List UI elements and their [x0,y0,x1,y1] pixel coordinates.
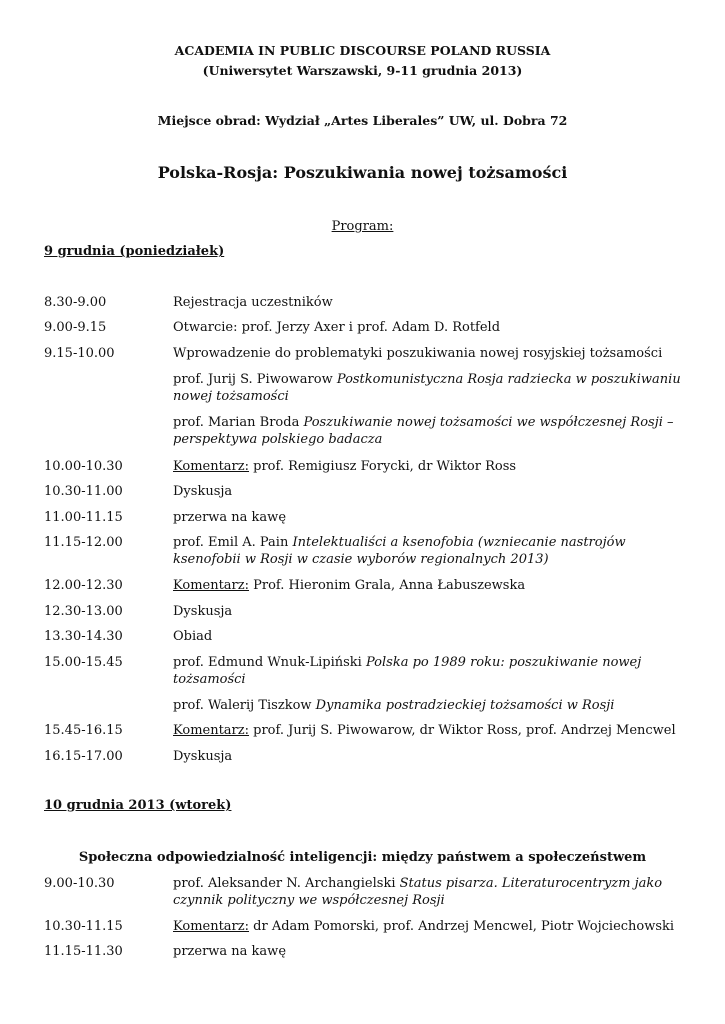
content-cell [173,722,683,739]
program-label: Program: [331,219,394,234]
time-cell: 16.15-17.00 [44,749,123,764]
main-title: Polska-Rosja: Poszukiwania nowej tożsamości [157,163,568,182]
speaker-name: prof. Walerij Tiszkow [173,698,316,713]
time-cell: 15.45-16.15 [44,723,123,738]
speaker-name: prof. Marian Broda [173,415,304,430]
content-cell [173,509,683,526]
content-cell [173,294,683,311]
speaker-name: prof. Emil A. Pain [173,535,293,550]
row-text: Wprowadzenie do problematyki poszukiwania nowej rosyjskiej tożsamości [173,346,663,361]
conference-title: ACADEMIA IN PUBLIC DISCOURSE POLAND RUSSIA [174,43,551,58]
content-cell [173,345,683,362]
row-text: Prof. Hieronim Grala, Anna Łabuszewska [249,578,526,593]
row-text: Dyskusja [173,604,233,619]
talk-title: Poszukiwanie nowej tożsamości we współczesnej Rosji – perspektywa polskiego badacza [173,415,674,447]
row-text: Obiad [173,629,213,644]
content-cell [173,918,683,935]
content-cell [173,483,683,500]
content-cell [173,603,683,620]
content-cell [173,414,683,448]
row-text: Dyskusja [173,749,233,764]
time-cell: 12.00-12.30 [44,578,123,593]
content-cell [173,628,683,645]
row-text: dr Adam Pomorski, prof. Andrzej Mencwel, Piotr Wojciechowski [249,919,675,934]
speaker-name: prof. Edmund Wnuk-Lipiński [173,655,366,670]
content-cell [173,748,683,765]
conference-subtitle: (Uniwersytet Warszawski, 9-11 grudnia 2013) [202,63,523,78]
row-text: Dyskusja [173,484,233,499]
time-cell: 9.00-9.15 [44,320,107,335]
time-cell: 12.30-13.00 [44,604,123,619]
row-text: przerwa na kawę [173,510,287,525]
speaker-name: prof. Aleksander N. Archangielski [173,876,400,891]
comment-label: Komentarz: [173,578,250,593]
time-cell: 11.15-11.30 [44,944,123,959]
talk-title: Postkomunistyczna Rosja radziecka w poszukiwaniu nowej tożsamości [173,372,681,404]
row-text: prof. Jurij S. Piwowarow, dr Wiktor Ross, prof. Andrzej Mencwel [249,723,676,738]
content-cell [173,697,683,714]
comment-label: Komentarz: [173,919,250,934]
content-cell [173,371,683,405]
time-cell: 10.30-11.15 [44,919,123,934]
time-cell: 10.30-11.00 [44,484,123,499]
time-cell: 9.15-10.00 [44,346,115,361]
session-title: Społeczna odpowiedzialność inteligencji: między państwem a społeczeństwem [78,850,647,865]
content-cell [173,875,683,909]
time-cell: 8.30-9.00 [44,295,107,310]
row-text: Rejestracja uczestników [173,295,333,310]
content-cell [173,458,683,475]
day2-label: 10 grudnia 2013 (wtorek) [44,798,232,813]
row-text: prof. Remigiusz Forycki, dr Wiktor Ross [249,459,517,474]
time-cell: 15.00-15.45 [44,655,123,670]
day1-label: 9 grudnia (poniedziałek) [44,244,225,259]
talk-title: Dynamika postradzieckiej tożsamości w Rosji [315,698,615,713]
comment-label: Komentarz: [173,459,250,474]
content-cell [173,319,683,336]
talk-title: Status pisarza. Literaturocentryzm jako czynnik polityczny we współczesnej Rosji [173,876,663,908]
content-cell [173,534,683,568]
time-cell: 9.00-10.30 [44,876,115,891]
content-cell [173,943,683,960]
time-cell: 11.00-11.15 [44,510,123,525]
talk-title: Polska po 1989 roku: poszukiwanie nowej tożsamości [173,655,642,687]
time-cell: 10.00-10.30 [44,459,123,474]
time-cell: 11.15-12.00 [44,535,123,550]
content-cell [173,654,683,688]
content-cell [173,577,683,594]
comment-label: Komentarz: [173,723,250,738]
time-cell: 13.30-14.30 [44,629,123,644]
venue-line: Miejsce obrad: Wydział „Artes Liberales” UW, ul. Dobra 72 [157,113,568,128]
row-text: Otwarcie: prof. Jerzy Axer i prof. Adam D. Rotfeld [173,320,501,335]
talk-title: Intelektualiści a ksenofobia (wzniecanie nastrojów ksenofobii w Rosji w czasie wyborów regionalnych 2013) [173,535,626,567]
speaker-name: prof. Jurij S. Piwowarow [173,372,337,387]
row-text: przerwa na kawę [173,944,287,959]
